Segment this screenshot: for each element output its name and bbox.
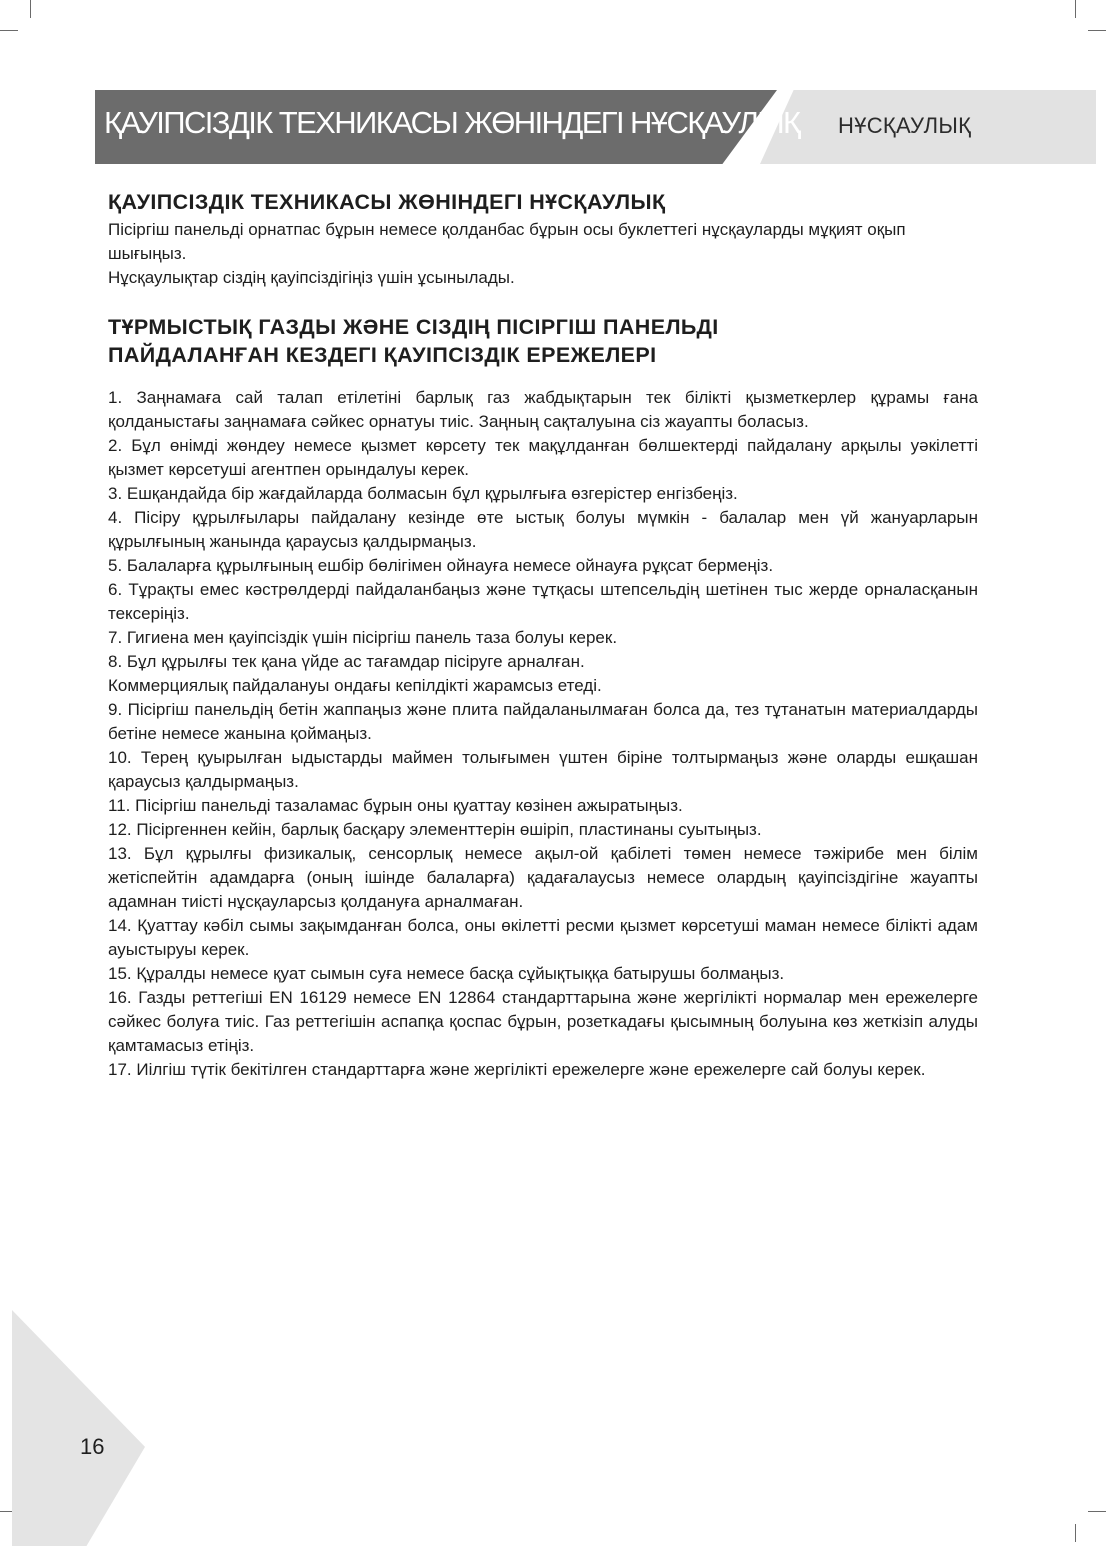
- crop-mark: [30, 0, 31, 18]
- page-corner-decoration: [12, 1310, 145, 1546]
- rule-item: 13. Бұл құрылғы физикалық, сенсорлық немесе ақыл-ой қабілеті төмен немесе тәжірибе мен білім жетіспейтін адамдарға (оның ішінде балаларға) қадағалаусыз немесе олардың қауіпсіздігіне жауапты адамнан тиісті нұсқауларсыз қолдануға арналмаған.: [108, 844, 978, 911]
- header-section-title: ҚАУІПСІЗДІК ТЕХНИКАСЫ ЖӨНІНДЕГІ НҰСҚАУЛЫҚ: [104, 105, 800, 140]
- rule-item: 9. Пісіргіш панельдің бетін жаппаңыз және плита пайдаланылмаған болса да, тез тұтанатын материалдарды бетіне немесе жанына қоймаңыз.: [108, 700, 978, 743]
- crop-mark: [1075, 1524, 1076, 1542]
- rules-heading-line: ТҰРМЫСТЫҚ ГАЗДЫ ЖӘНЕ СІЗДІҢ ПІСІРГІШ ПАНЕЛЬДІ: [108, 315, 719, 339]
- rule-item: 5. Балаларға құрылғының ешбір бөлігімен ойнауға немесе ойнауға рұқсат бермеңіз.: [108, 556, 774, 575]
- page-number: 16: [80, 1434, 105, 1459]
- header-tab-label: НҰСҚАУЛЫҚ: [838, 113, 972, 138]
- rule-item: 12. Пісіргеннен кейін, барлық басқару элементтерін өшіріп, пластинаны суытыңыз.: [108, 820, 762, 839]
- rules-list: [108, 386, 978, 1082]
- rule-item: 8. Бұл құрылғы тек қана үйде ас тағамдар пісіруге арналған.: [108, 652, 585, 671]
- crop-mark: [1088, 30, 1106, 31]
- rule-item: 10. Терең қуырылған ыдыстарды маймен толығымен үштен біріне толтырмаңыз және оларды ешқашан қараусыз қалдырмаңыз.: [108, 748, 978, 791]
- rule-item: 15. Құралды немесе қуат сымын суға немесе басқа сұйықтыққа батырушы болмаңыз.: [108, 964, 785, 983]
- rule-item: 6. Тұрақты емес кәстрөлдерді пайдаланбаңыз және тұтқасы штепсельдің шетінен тыс жерде орналасқанын тексеріңіз.: [108, 580, 978, 623]
- rule-item: 3. Ешқандайда бір жағдайларда болмасын бұл құрылғыға өзгерістер енгізбеңіз.: [108, 484, 738, 503]
- rules-heading-line: ПАЙДАЛАНҒАН КЕЗДЕГІ ҚАУІПСІЗДІК ЕРЕЖЕЛЕРІ: [108, 343, 657, 367]
- rule-item: 1. Заңнамаға сай талап етілетіні барлық газ жабдықтарын тек білікті қызметкерлер құрамы ғана қолданыстағы заңнамаға сәйкес орнатуы тиіс. Заңның сақталуына сіз жауапты боласыз.: [108, 388, 978, 431]
- rules-heading: [108, 313, 978, 369]
- intro-heading: ҚАУІПСІЗДІК ТЕХНИКАСЫ ЖӨНІНДЕГІ НҰСҚАУЛЫҚ: [108, 190, 666, 214]
- intro-paragraph: Пісіргіш панельді орнатпас бұрын немесе қолданбас бұрын осы буклеттегі нұсқауларды мұқият оқып шығыңыз.: [108, 220, 906, 263]
- rule-item: 17. Иілгіш түтік бекітілген стандарттарға және жергілікті ережелерге және ережелерге сай болуы керек.: [108, 1060, 926, 1079]
- rule-item: 16. Газды реттегіші EN 16129 немесе EN 12864 стандарттарына және жергілікті нормалар мен ережелерге сәйкес болуға тиіс. Газ реттегішін аспапқа қоспас бұрын, розеткадағы қысымның болуына көз жеткізіп алуды қамтамасыз етіңіз.: [108, 988, 978, 1055]
- crop-mark: [1088, 1511, 1106, 1512]
- intro-paragraph: Нұсқаулықтар сіздің қауіпсіздігіңіз үшін ұсынылады.: [108, 268, 515, 287]
- rule-item: 14. Қуаттау кәбіл сымы зақымданған болса, оны өкілетті ресми қызмет көрсетуші маман немесе білікті адам ауыстыруы керек.: [108, 916, 978, 959]
- rule-item: Коммерциялық пайдалануы ондағы кепілдікті жарамсыз етеді.: [108, 676, 602, 695]
- crop-mark: [1075, 0, 1076, 18]
- crop-mark: [0, 30, 18, 31]
- rule-item: 4. Пісіру құрылғылары пайдалану кезінде өте ыстық болуы мүмкін - балалар мен үй жануарларын құрылғының жанында қараусыз қалдырмаңыз.: [108, 508, 978, 551]
- rule-item: 7. Гигиена мен қауіпсіздік үшін пісіргіш панель таза болуы керек.: [108, 628, 618, 647]
- rule-item: 2. Бұл өнімді жөндеу немесе қызмет көрсету тек мақұлданған бөлшектерді пайдалану арқылы уәкілетті қызмет көрсетуші агентпен орындалуы керек.: [108, 436, 978, 479]
- intro-text: [108, 218, 978, 290]
- rule-item: 11. Пісіргіш панельді тазаламас бұрын оны қуаттау көзінен ажыратыңыз.: [108, 796, 683, 815]
